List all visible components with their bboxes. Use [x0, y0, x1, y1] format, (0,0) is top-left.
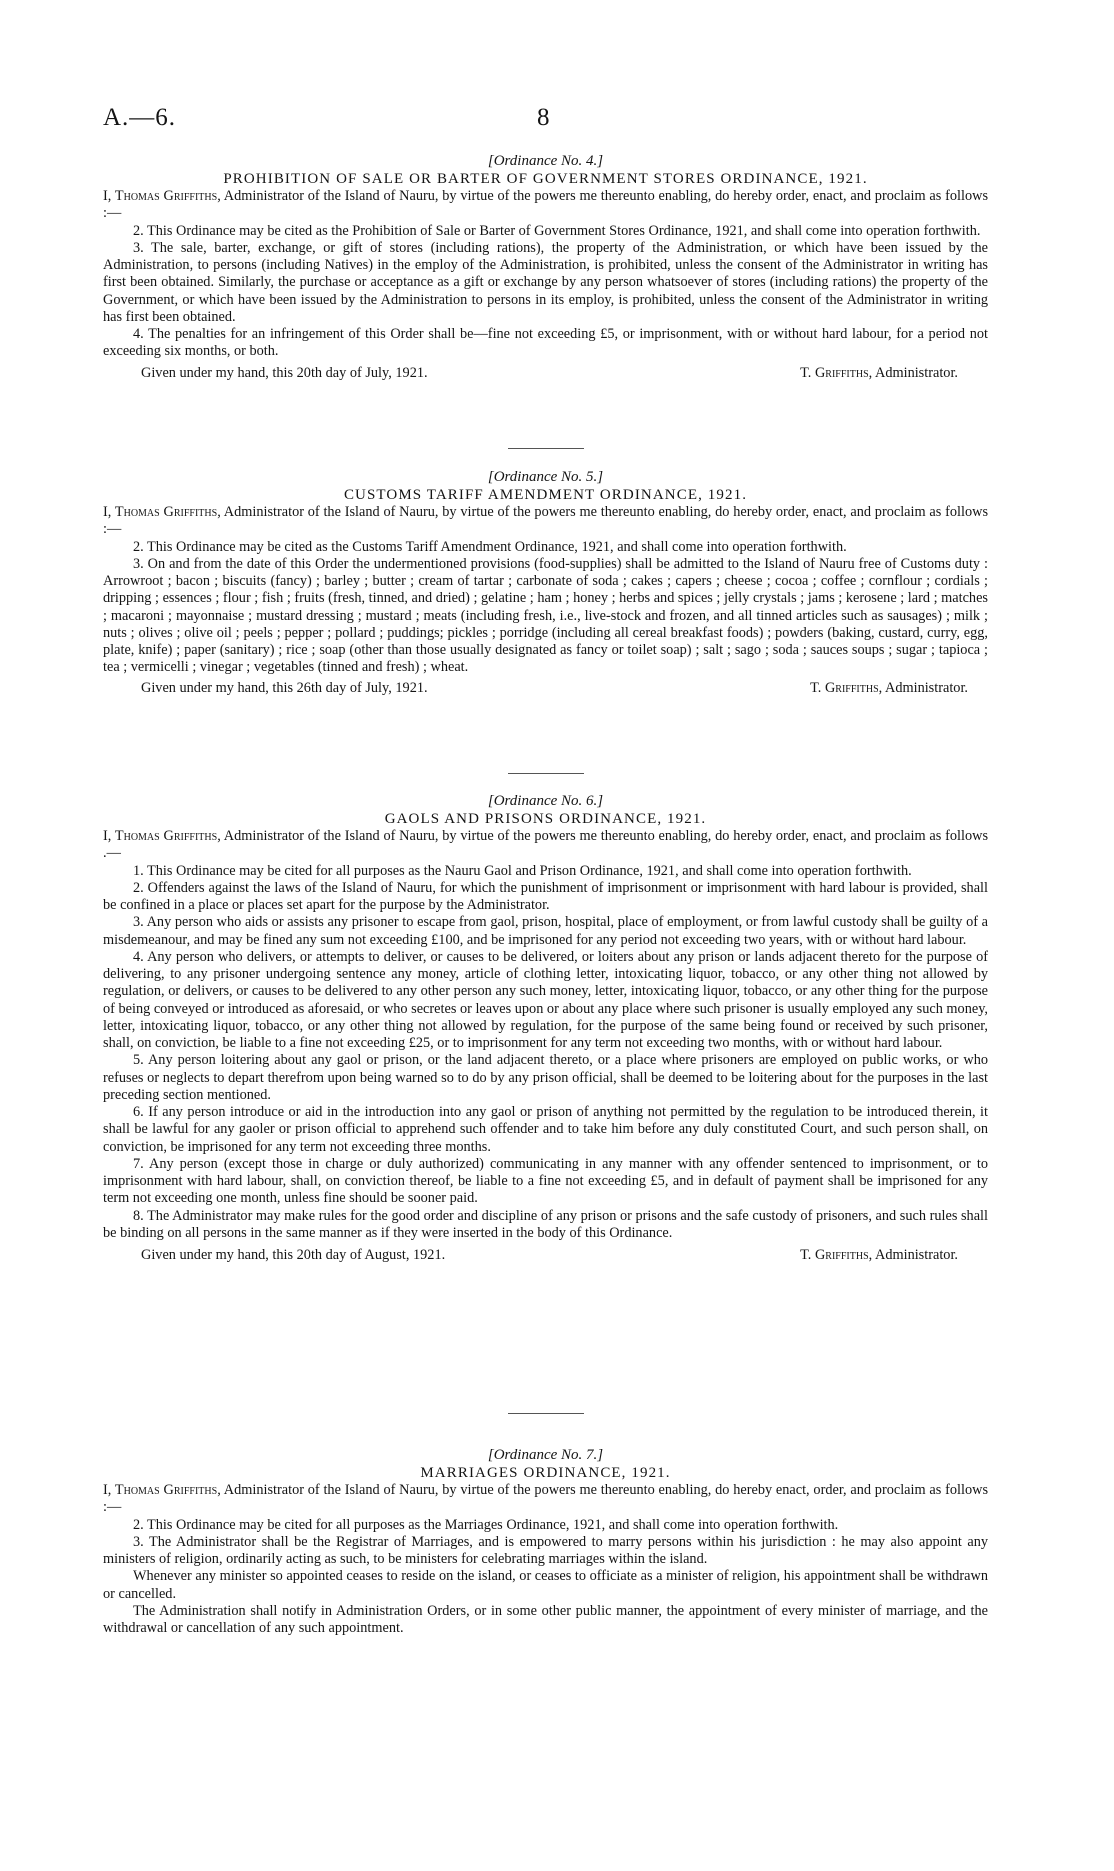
ordinance-7	[103, 1446, 988, 1637]
signature-title: , Administrator.	[878, 679, 968, 696]
signature	[800, 1246, 958, 1264]
administrator-name: I, Thomas Griffiths	[103, 188, 218, 204]
section-divider	[508, 448, 584, 449]
given-date: Given under my hand, this 20th day of July, 1921.	[141, 364, 428, 381]
administrator-name: I, Thomas Griffiths	[103, 828, 218, 844]
paragraph: 3. The sale, barter, exchange, or gift of stores (including rations), the property of the Administration, or which have been issued by the Administration, to persons (including Natives) in the employ of the Administration, is prohibited, unless the consent of the Administrator in writing has first been obtained. Similarly, the purchase or acceptance as a gift or exchange by any person whatsoever of stores (including rations) the property of the Government, or which have been issued by the Administration to persons in its employ, is prohibited, unless the consent of the Administrator in writing has first been obtained.	[103, 239, 988, 325]
signature	[800, 364, 958, 382]
paragraph: 4. Any person who delivers, or attempts to deliver, or causes to be delivered, or loiters about any prison or lands adjacent thereto for the purpose of delivering, to any prisoner undergoing sentence any money, article of clothing letter, intoxicating liquor, tobacco, or any other thing not allowed by regulation, or delivers, or causes to be delivered to any other person any such money, letter, intoxicating liquor, tobacco, or any other thing for the purpose of being conveyed or introduced as aforesaid, or who secretes or leaves upon or about any place where such prisoner is usually employed any such money, letter, intoxicating liquor, tobacco, or any other thing not allowed by regulation, for the purpose of the same being found or received by such prisoner, shall, on conviction, be liable to a fine not exceeding £25, or to imprisonment for any term not exceeding two months, with or without hard labour.	[103, 948, 988, 1051]
ordinance-title: PROHIBITION OF SALE OR BARTER OF GOVERNMENT STORES ORDINANCE, 1921.	[223, 171, 868, 187]
signature-title: , Administrator.	[868, 1247, 958, 1263]
given-line	[103, 1246, 988, 1264]
ordinance-title: GAOLS AND PRISONS ORDINANCE, 1921.	[384, 811, 707, 827]
given-line	[103, 364, 988, 382]
paragraph: 2. This Ordinance may be cited as the Customs Tariff Amendment Ordinance, 1921, and shall come into operation forthwith.	[133, 538, 847, 555]
series-label: A.—6.	[103, 104, 177, 131]
ordinance-4	[103, 152, 988, 382]
intro-text: , Administrator of the Island of Nauru, by virtue of the powers me thereunto enabling, do hereby order, enact, and proclaim as follows :—	[103, 504, 989, 538]
ordinance-ref: [Ordinance No. 5.]	[487, 469, 604, 485]
administrator-name: I, Thomas Griffiths	[103, 504, 218, 520]
ordinance-ref: [Ordinance No. 6.]	[487, 793, 604, 809]
paragraph: 3. Any person who aids or assists any prisoner to escape from gaol, prison, hospital, place of employment, or from lawful custody shall be guilty of a misdemeanour, and may be fined any sum not exceeding £100, and be imprisoned for any period not exceeding two years, with or without hard labour.	[103, 914, 988, 948]
signature-name: T. Griffiths	[810, 679, 879, 696]
ordinance-6	[103, 792, 988, 1264]
paragraph: 3. On and from the date of this Order the undermentioned provisions (food-supplies) shall be admitted to the Island of Nauru free of Customs duty : Arrowroot ; bacon ; biscuits (fancy) ; barley ; butter ; cream of tartar ; carbonate of soda ; cakes ; capers ; cheese ; cocoa ; coffee ; cornflour ; cordials ; dripping ; essences ; flour ; fish ; fruits (fresh, tinned, and dried) ; gelatine ; ham ; honey ; herbs and spices ; jelly crystals ; jams ; kerosene ; lard ; matches ; macaroni ; mayonnaise ; mustard dressing ; mustard ; meats (including fresh, i.e., live-stock and frozen, and all tinned articles such as sausages) ; milk ; nuts ; olives ; olive oil ; peels ; pepper ; pollard ; puddings; pickles ; porridge (including all cereal breakfast foods) ; powders (baking, custard, curry, egg, plate, knife) ; paper (sanitary) ; rice ; soap (other than those usually designated as fancy or toilet soap) ; salt ; sago ; soda ; sauces soups ; sugar ; tapioca ; tea ; vermicelli ; vinegar ; vegetables (tinned and fresh) ; wheat.	[103, 555, 988, 676]
ordinance-intro	[103, 504, 988, 539]
section-divider	[508, 1413, 584, 1414]
signature-name: T. Griffiths	[800, 364, 869, 381]
paragraph: 7. Any person (except those in charge or duly authorized) communicating in any manner with any offender sentenced to imprisonment, or to imprisonment with hard labour, shall, on conviction thereof, be liable to a fine not exceeding £5, and in default of payment shall be imprisoned for any term not exceeding one month, unless fine should be sooner paid.	[103, 1155, 988, 1207]
paragraph: 2. Offenders against the laws of the Island of Nauru, for which the punishment of imprisonment or imprisonment with hard labour is provided, shall be confined in a place or places set apart for the purpose by the Administrator.	[103, 879, 988, 913]
paragraph: 2. This Ordinance may be cited as the Prohibition of Sale or Barter of Government Stores Ordinance, 1921, and shall come into operation forthwith.	[133, 222, 981, 239]
ordinance-title: CUSTOMS TARIFF AMENDMENT ORDINANCE, 1921.	[343, 487, 748, 503]
ordinance-intro	[103, 188, 988, 223]
ordinance-ref: [Ordinance No. 7.]	[487, 1447, 604, 1463]
ordinance-intro	[103, 1482, 988, 1517]
paragraph: 2. This Ordinance may be cited for all purposes as the Marriages Ordinance, 1921, and shall come into operation forthwith.	[133, 1516, 839, 1533]
given-date: Given under my hand, this 20th day of August, 1921.	[141, 1247, 446, 1263]
ordinance-intro	[103, 828, 988, 863]
administrator-name: I, Thomas Griffiths	[103, 1482, 218, 1498]
paragraph: 8. The Administrator may make rules for the good order and discipline of any prison or prisons and the safe custody of prisoners, and such rules shall be binding on all persons in the same manner as if they were inserted in the body of this Ordinance.	[103, 1207, 988, 1241]
ordinance-title: MARRIAGES ORDINANCE, 1921.	[420, 1465, 671, 1481]
paragraph: 1. This Ordinance may be cited for all purposes as the Nauru Gaol and Prison Ordinance, 1921, and shall come into operation forthwith.	[133, 862, 912, 879]
paragraph: 5. Any person loitering about any gaol or prison, or the land adjacent thereto, or a place where prisoners are employed on public works, or who refuses or neglects to depart therefrom upon being warned so to do by any prison official, shall be deemed to be loitering about for the purposes in the last preceding section mentioned.	[103, 1052, 988, 1103]
paragraph: 6. If any person introduce or aid in the introduction into any gaol or prison of anything not permitted by the regulation to be introduced therein, it shall be lawful for any gaoler or prison official to apprehend such offender and to take him before any duly constituted Court, and such person shall, on conviction, be imprisoned for any term not exceeding three months.	[103, 1104, 988, 1155]
intro-text: , Administrator of the Island of Nauru, by virtue of the powers me thereunto enabling, do hereby order, enact, and proclaim as follows :—	[103, 188, 989, 222]
given-date: Given under my hand, this 26th day of July, 1921.	[141, 679, 428, 696]
paragraph: The Administration shall notify in Administration Orders, or in some other public manner, the appointment of every minister of marriage, and the withdrawal or cancellation of any such appointment.	[103, 1602, 988, 1636]
ordinance-5	[103, 468, 988, 697]
given-line	[103, 679, 988, 697]
paragraph: Whenever any minister so appointed ceases to reside on the island, or ceases to officiate as a minister of religion, his appointment shall be withdrawn or cancelled.	[103, 1568, 988, 1602]
ordinance-ref: [Ordinance No. 4.]	[487, 153, 604, 169]
section-divider	[508, 773, 584, 774]
signature-title: , Administrator.	[868, 364, 958, 381]
signature-name: T. Griffiths	[800, 1247, 869, 1263]
page-number: 8	[537, 104, 550, 131]
intro-text: , Administrator of the Island of Nauru, by virtue of the powers me thereunto enabling, do hereby enact, order, and proclaim as follows :—	[103, 1482, 989, 1516]
intro-text: , Administrator of the Island of Nauru, by virtue of the powers me thereunto enabling, do hereby order, enact, and proclaim as follows .—	[103, 828, 989, 862]
paragraph: 3. The Administrator shall be the Registrar of Marriages, and is empowered to marry persons within his jurisdiction : he may also appoint any ministers of religion, ordinarily acting as such, to be ministers for celebrating marriages within the island.	[103, 1533, 988, 1567]
paragraph: 4. The penalties for an infringement of this Order shall be—fine not exceeding £5, or imprisonment, with or without hard labour, for a period not exceeding six months, or both.	[103, 326, 988, 360]
signature	[810, 679, 968, 697]
